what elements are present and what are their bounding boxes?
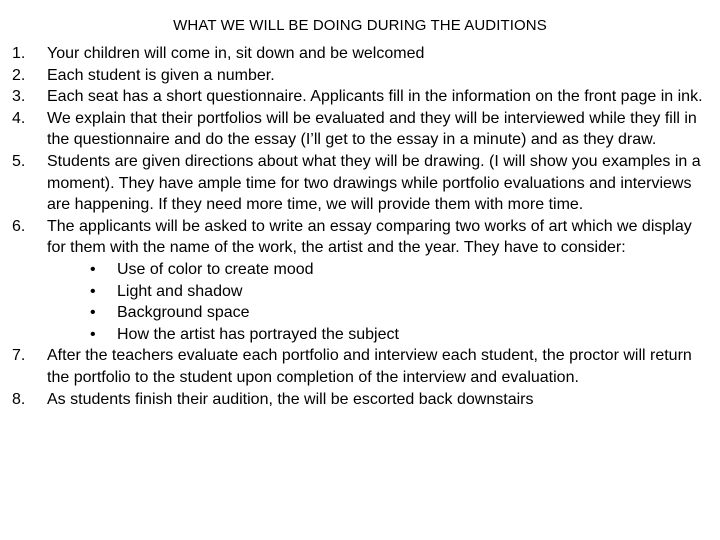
list-item-text: After the teachers evaluate each portfolio and interview each student, the proctor will return the portfolio to the student upon completion of the interview and evaluation. [47, 347, 692, 386]
list-item [12, 216, 712, 346]
list-item-text: As students finish their audition, the will be escorted back downstairs [47, 390, 534, 408]
consideration-text: Light and shadow [117, 282, 243, 300]
considerations-list [47, 259, 712, 345]
list-item-text: Each student is given a number. [47, 66, 275, 84]
list-item-number: 1. [12, 45, 26, 62]
list-item-text: The applicants will be asked to write an essay comparing two works of art which we display for them with the name of the work, the artist and the year. They have to consider: [47, 217, 692, 257]
list-item [12, 389, 712, 411]
consideration-item [47, 302, 712, 324]
bullet-icon: • [90, 304, 96, 322]
list-item [12, 86, 712, 108]
list-item-number: 5. [12, 152, 26, 170]
bullet-icon: • [90, 282, 96, 300]
consideration-text: How the artist has portrayed the subject [117, 325, 399, 343]
list-item-number: 7. [12, 347, 26, 365]
numbered-list [12, 43, 712, 410]
list-item-text: Your children will come in, sit down and be welcomed [47, 45, 425, 62]
list-item-number: 4. [12, 109, 26, 127]
consideration-item [47, 281, 712, 303]
list-item-number: 6. [12, 217, 26, 235]
list-item [12, 151, 712, 216]
list-item [12, 345, 712, 388]
list-item [12, 43, 712, 65]
consideration-text: Background space [117, 304, 250, 322]
consideration-text: Use of color to create mood [117, 260, 314, 278]
list-item [12, 108, 712, 151]
document-title: WHAT WE WILL BE DOING DURING THE AUDITIONS [173, 17, 547, 34]
list-item [12, 65, 712, 87]
consideration-item [47, 324, 712, 346]
list-item-number: 3. [12, 88, 26, 106]
list-item-text: Students are given directions about what they will be drawing. (I will show you examples in a moment). They have ample time for two drawings while portfolio evaluations and interviews are happening. If they need more time, we will provide them with more time. [47, 152, 701, 214]
bullet-icon: • [90, 325, 96, 343]
list-item-number: 8. [12, 390, 26, 408]
consideration-item [47, 259, 712, 281]
list-item-text: Each seat has a short questionnaire. Applicants fill in the information on the front page in ink. [47, 88, 703, 106]
bullet-icon: • [90, 260, 96, 278]
list-item-text: We explain that their portfolios will be evaluated and they will be interviewed while they fill in the questionnaire and do the essay (I’ll get to the essay in a minute) and as they draw. [47, 109, 697, 149]
list-item-number: 2. [12, 66, 26, 84]
